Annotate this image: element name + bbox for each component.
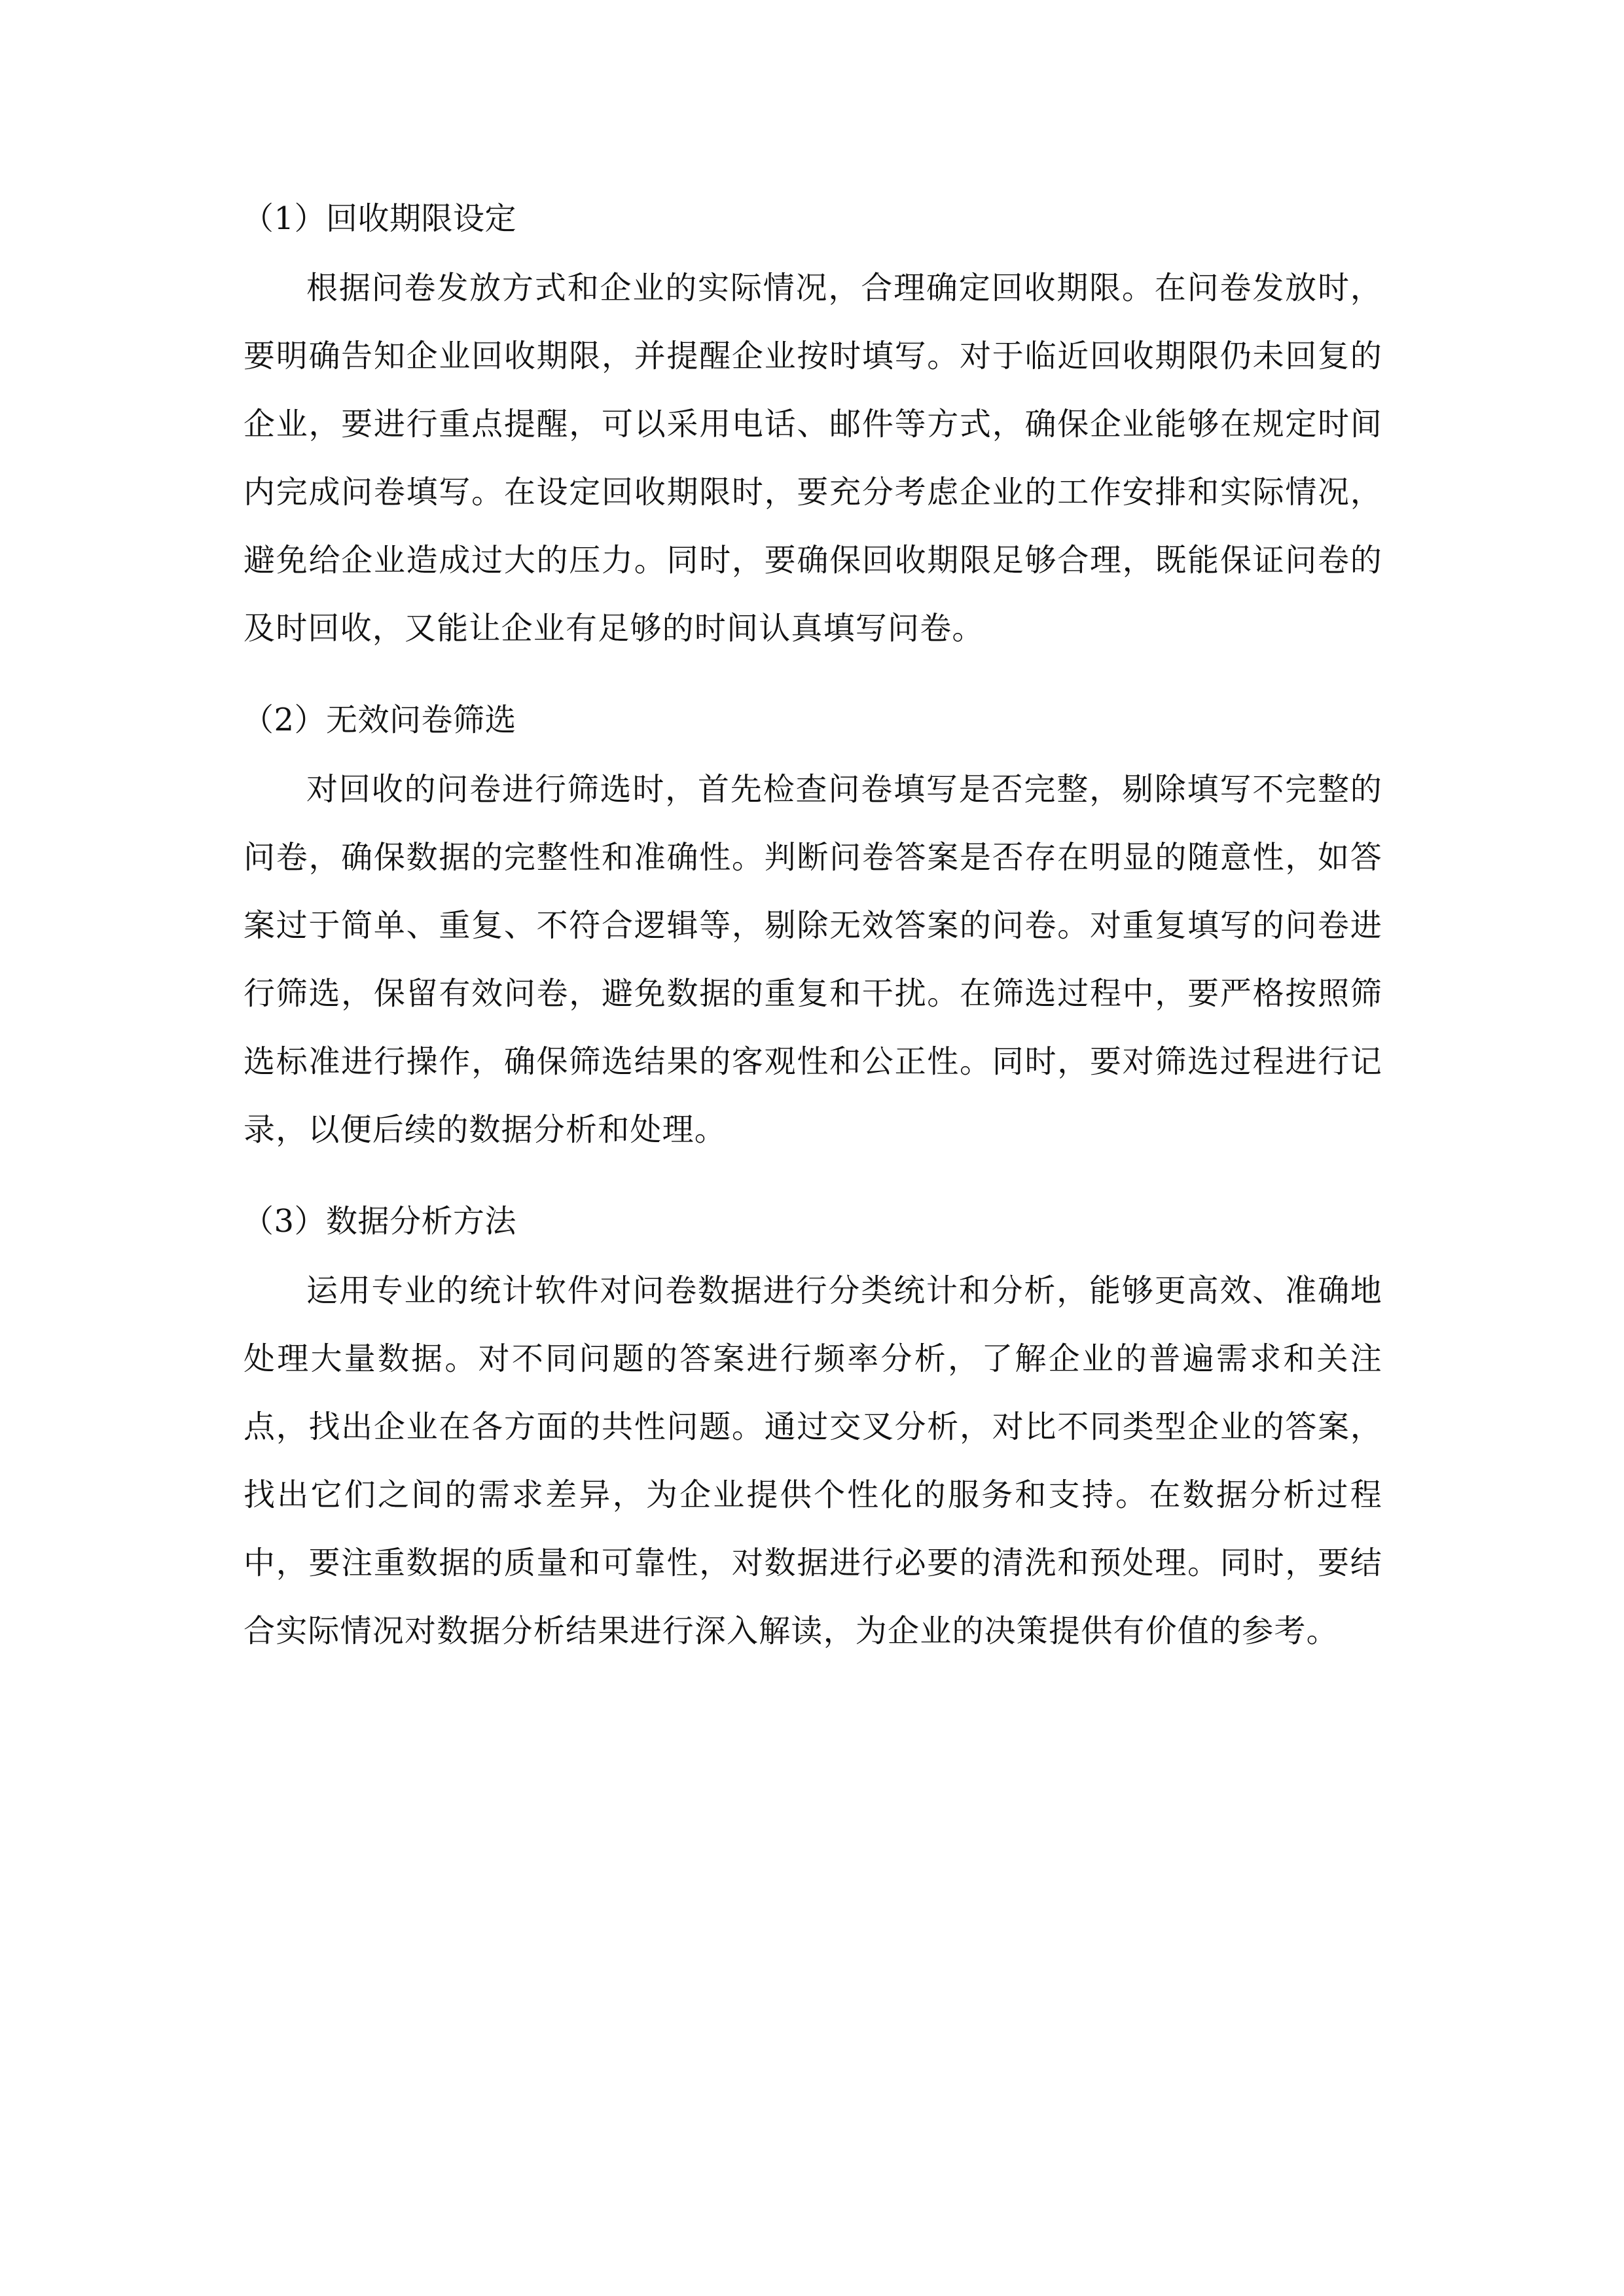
section-heading: （2）无效问卷筛选 [242,702,517,738]
section-data-analysis-method [244,1193,1382,1665]
section-invalid-survey-screening [244,691,1382,1164]
section-heading: （3）数据分析方法 [242,1203,517,1240]
section-heading: （1）回收期限设定 [242,200,517,237]
document-body [244,190,1382,1694]
section-paragraph: 运用专业的统计软件对问卷数据进行分类统计和分析，能够更高效、准确地处理大量数据。对不同问题的答案进行频率分析，了解企业的普遍需求和关注点，找出企业在各方面的共性问题。通过交叉分析，对比不同类型企业的答案，找出它们之间的需求差异，为企业提供个性化的服务和支持。在数据分析过程中，要注重数据的质量和可靠性，对数据进行必要的清洗和预处理。同时，要结合实际情况对数据分析结果进行深入解读，为企业的决策提供有价值的参考。 [244,1272,1382,1649]
section-collection-deadline [244,190,1382,662]
section-paragraph: 根据问卷发放方式和企业的实际情况，合理确定回收期限。在问卷发放时，要明确告知企业回收期限，并提醒企业按时填写。对于临近回收期限仍未回复的企业，要进行重点提醒，可以采用电话、邮件等方式，确保企业能够在规定时间内完成问卷填写。在设定回收期限时，要充分考虑企业的工作安排和实际情况，避免给企业造成过大的压力。同时，要确保回收期限足够合理，既能保证问卷的及时回收，又能让企业有足够的时间认真填写问卷。 [244,270,1382,647]
section-paragraph: 对回收的问卷进行筛选时，首先检查问卷填写是否完整，剔除填写不完整的问卷，确保数据的完整性和准确性。判断问卷答案是否存在明显的随意性，如答案过于简单、重复、不符合逻辑等，剔除无效答案的问卷。对重复填写的问卷进行筛选，保留有效问卷，避免数据的重复和干扰。在筛选过程中，要严格按照筛选标准进行操作，确保筛选结果的客观性和公正性。同时，要对筛选过程进行记录，以便后续的数据分析和处理。 [244,771,1382,1148]
